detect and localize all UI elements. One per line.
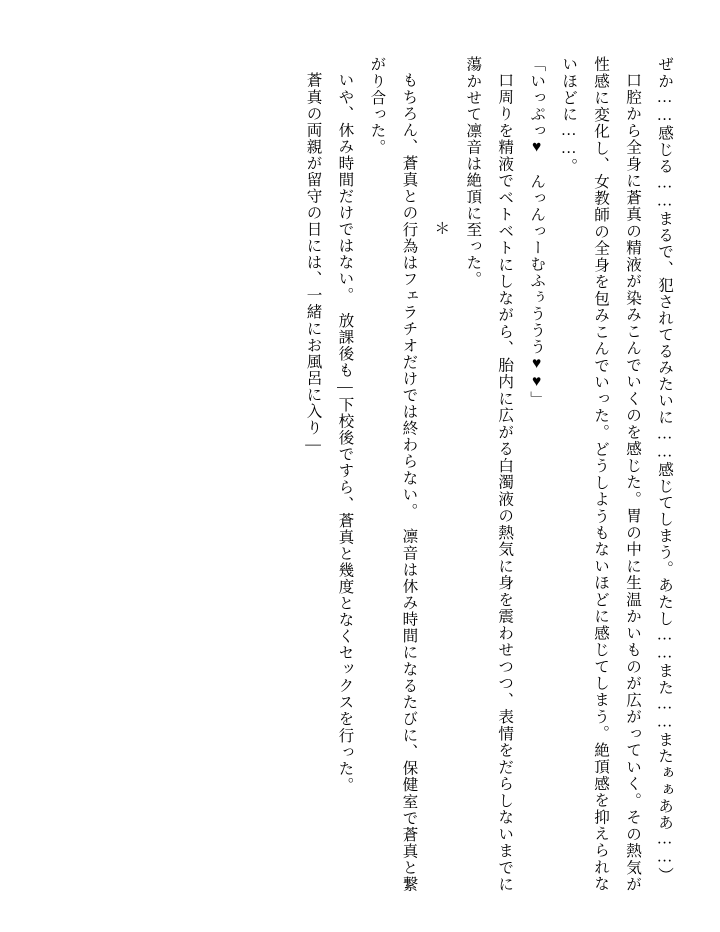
paragraph-7: いや、休み時間だけではない。 放課後も―下校後ですら、蒼真と幾度となくセックスを行った。 (336, 71, 354, 793)
paragraph-8: 蒼真の両親が留守の日には、一緒にお風呂に入り― (304, 71, 322, 454)
paragraph-1: ぜか……感じる……まるで、犯されてるみたいに……感じてしまう。あたし……また……またぁぁああ……） (656, 56, 673, 884)
paragraph-4: 口周りを精液でベトベトにしながら、胎内に広がる白濁液の熱気に身を震わせつつ、表情をだらしないまでに蕩かせて凛音は絶頂に至った。 (464, 56, 514, 892)
separator-asterisk: ＊ (432, 219, 450, 237)
paragraph-6: もちろん、蒼真との行為はフェラチオだけでは終わらない。 凛音は休み時間になるたびに、保健室で蒼真と繋がり合った。 (368, 56, 418, 892)
section-separator (424, 56, 456, 892)
paragraph-2: 口腔から全身に蒼真の精液が染みこんでいくのを感じた。胃の中に生温かいものが広がっていく。その熱気が性感に変化し、女教師の全身を包みこんでいった。どうしようもないほどに感じてしまう。絶頂感を抑えられないほどに……。 (560, 56, 642, 892)
vertical-text-body (40, 56, 680, 892)
dialogue-line: 「いっぷっ♥ んっんっーむふぅううう♥♥」 (528, 56, 546, 408)
